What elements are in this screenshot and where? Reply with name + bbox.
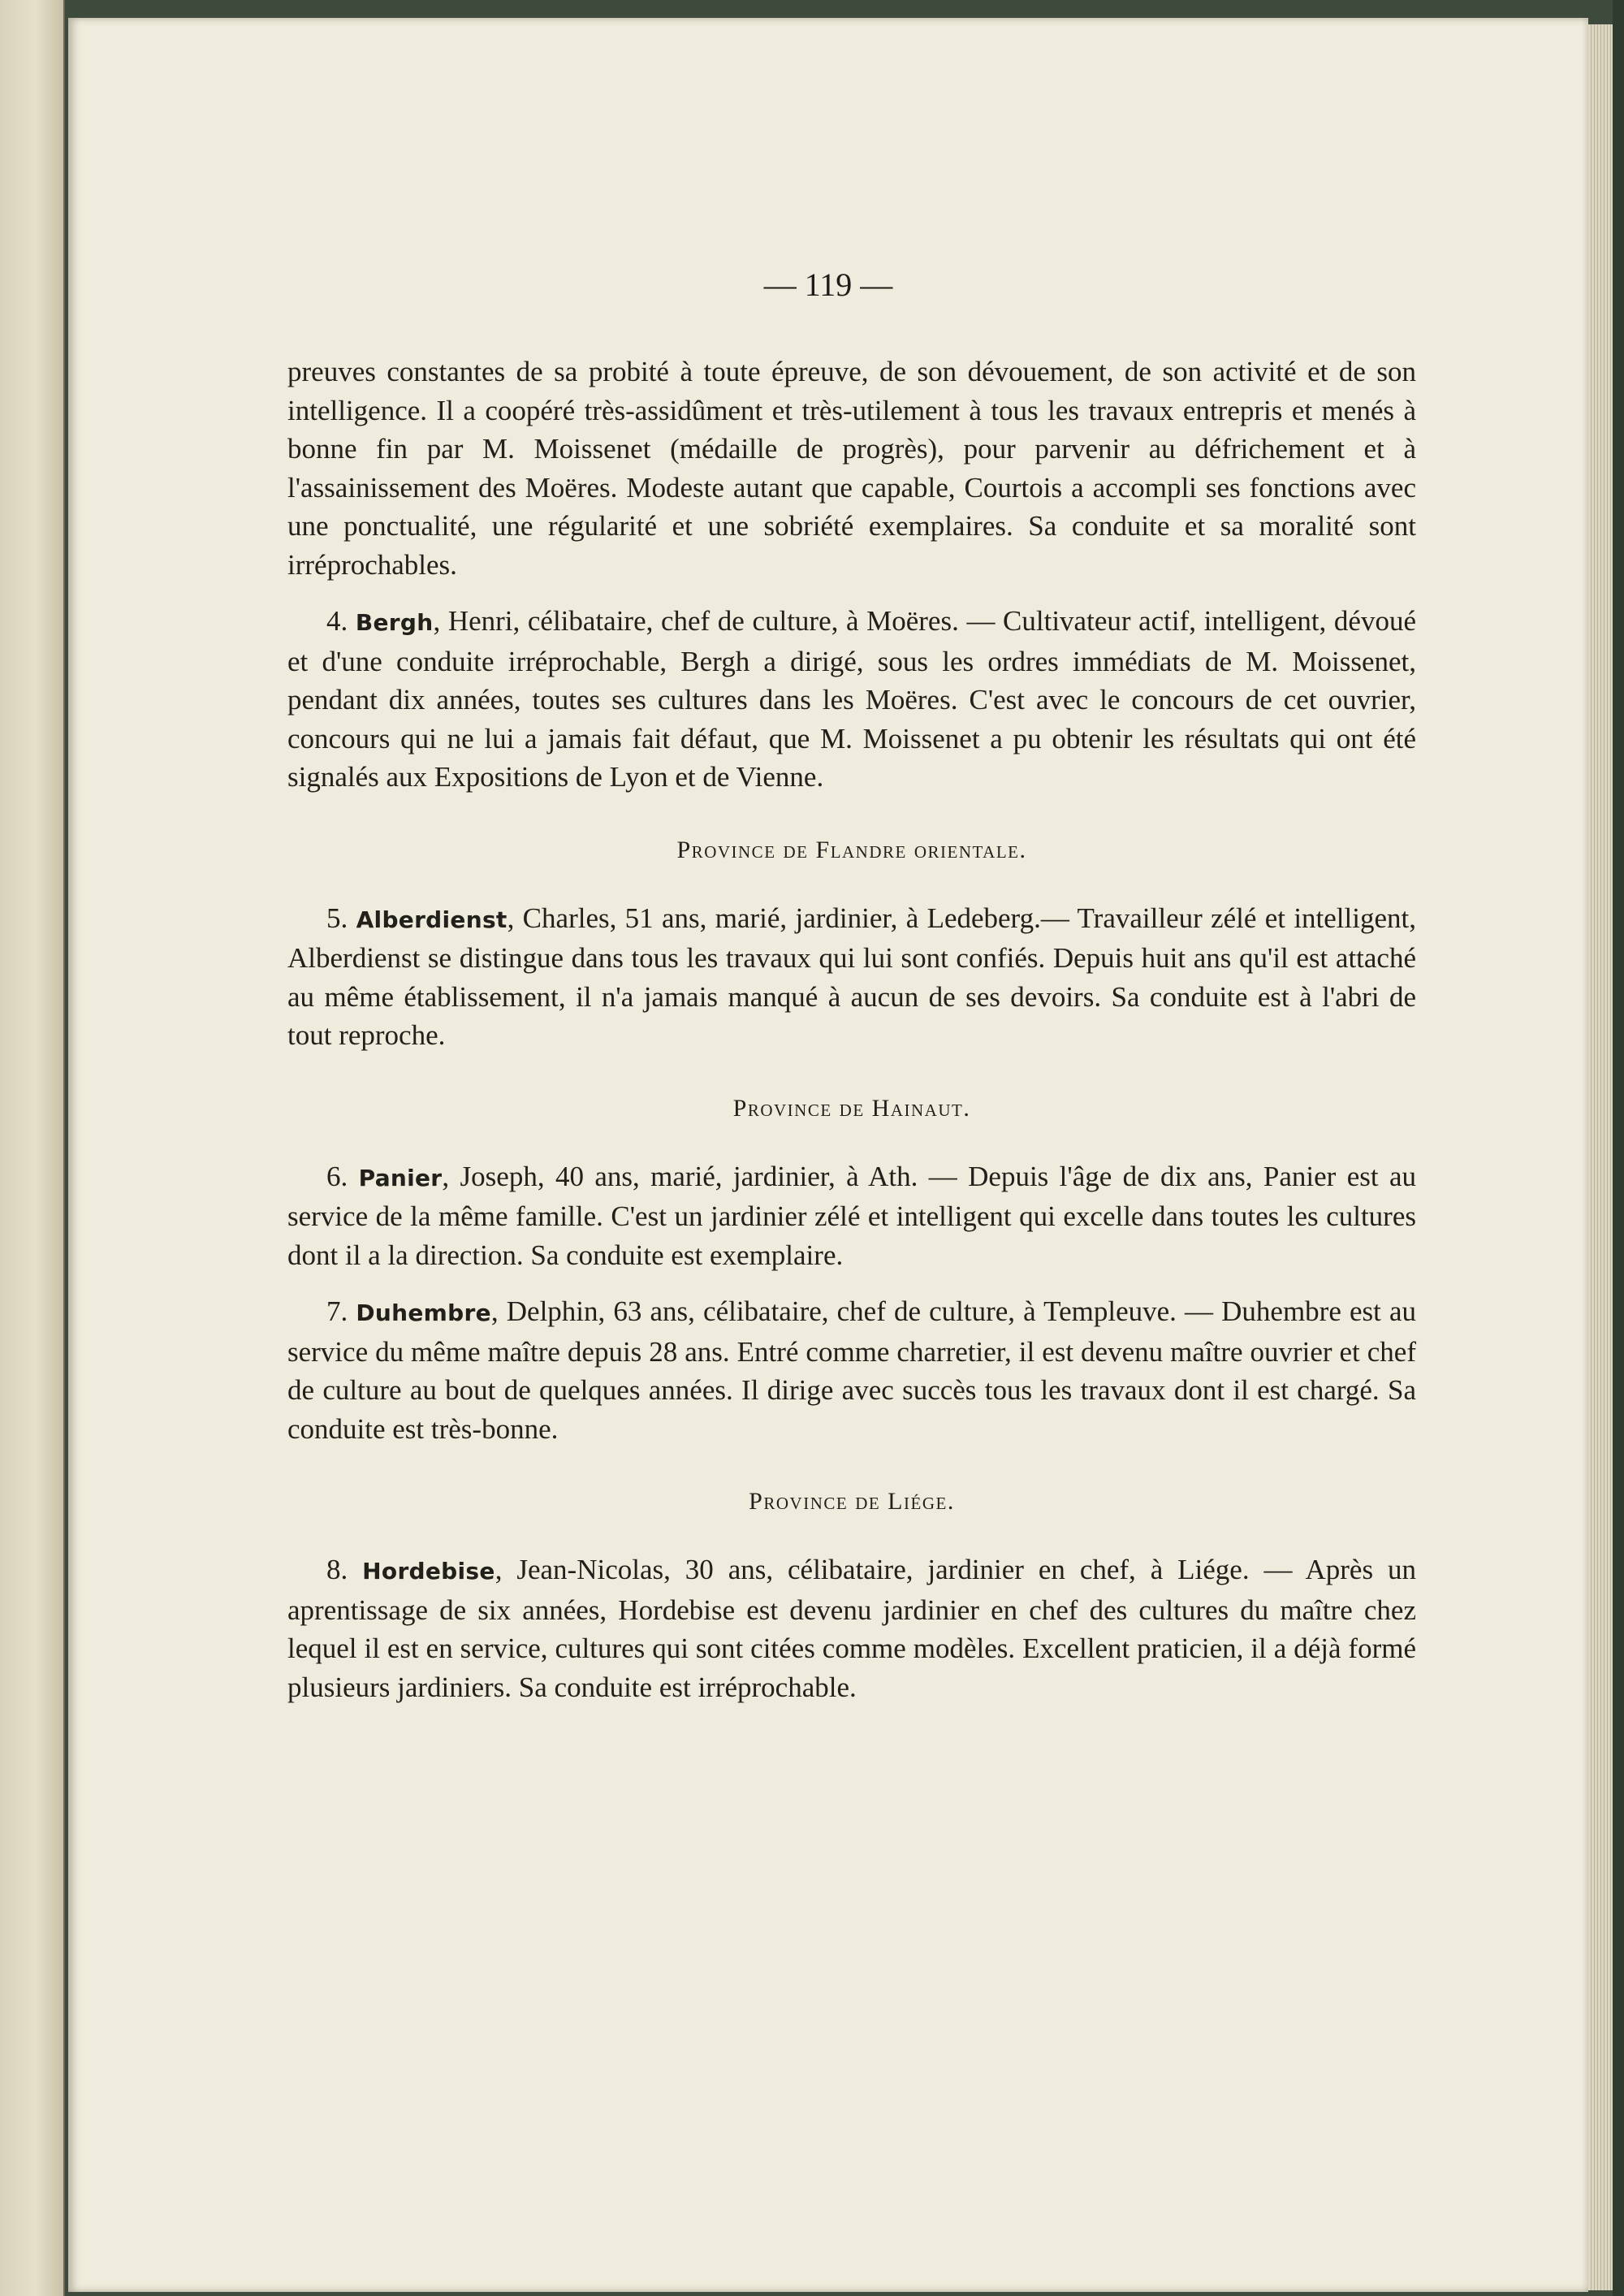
entry-text: , Joseph, 40 ans, marié, jardinier, à Ath. — Depuis l'âge de dix ans, Panier est au service de la même famille. C'est un jardinier zélé et intelligent qui excelle dans toutes les cultures dont il a la direction. Sa conduite est exemplaire. — [287, 1160, 1416, 1271]
book-page — [68, 18, 1588, 2292]
entry-text: , Henri, célibataire, chef de culture, à Moëres. — Cultivateur actif, intelligent, dévoué et d'une conduite irréprochable, Bergh a dirigé, sous les ordres immédiats de M. Moissenet, pendant dix années, toutes ses cultures dans les Moëres. C'est avec le concours de cet ouvrier, concours qui ne lui a jamais fait défaut, que M. Moissenet a pu obtenir les résultats qui ont été signalés aux Expositions de Lyon et de Vienne. — [287, 605, 1416, 793]
entry-hordebise — [287, 1550, 1416, 1706]
paragraph-continuation: preuves constantes de sa probité à toute épreuve, de son dévouement, de son activité et de son intelligence. Il a coopéré très-assidûment et très-utilement à tous les travaux entrepris et menés à bonne fin par M. Moissenet (médaille de progrès), pour parvenir au défrichement et à l'assainissement des Moëres. Modeste autant que capable, Courtois a accompli ses fonctions avec une ponctualité, une régularité et une sobriété exemplaires. Sa conduite et sa moralité sont irréprochables. — [287, 356, 1416, 581]
entry-name: Bergh — [355, 609, 434, 636]
section-heading-liege: Province de Liége. — [749, 1488, 955, 1515]
book-cover-edge — [1613, 0, 1624, 2296]
page-edge-stack — [1588, 24, 1613, 2290]
section-heading-flandre-orientale: Province de Flandre orientale. — [676, 836, 1027, 863]
page-number: — 119 — — [763, 266, 893, 303]
entry-text: , Delphin, 63 ans, célibataire, chef de culture, à Templeuve. — Duhembre est au service du même maître depuis 28 ans. Entré comme charretier, il est devenu maître ouvrier et chef de culture au bout de quelques années. Il dirige avec succès tous les travaux dont il est chargé. Sa conduite est très-bonne. — [287, 1295, 1417, 1445]
entry-alberdienst — [287, 899, 1416, 1055]
entry-name: Hordebise — [362, 1558, 495, 1585]
entry-name: Alberdienst — [356, 906, 508, 933]
entry-name: Panier — [358, 1164, 443, 1191]
entry-number: 6. — [326, 1160, 348, 1192]
entry-text: , Jean-Nicolas, 30 ans, célibataire, jardinier en chef, à Liége. — Après un aprentissage de six années, Hordebise est devenu jardinier en chef des cultures du maître chez lequel il est en service, cultures qui sont citées comme modèles. Excellent praticien, il a déjà formé plusieurs jardiniers. Sa conduite est irréprochable. — [287, 1554, 1416, 1703]
entry-number: 8. — [326, 1554, 348, 1585]
entry-duhembre — [287, 1292, 1416, 1448]
previous-page-edge — [0, 0, 65, 2296]
entry-bergh — [287, 602, 1416, 797]
entry-name: Duhembre — [356, 1299, 491, 1326]
section-heading-hainaut: Province de Hainaut. — [732, 1094, 971, 1122]
entry-text: , Charles, 51 ans, marié, jardinier, à Ledeberg.— Travailleur zélé et intelligent, Alberdienst se distingue dans tous les travaux qui lui sont confiés. Depuis huit ans qu'il est attaché au même établissement, il n'a jamais manqué à aucun de ses devoirs. Sa conduite est à l'abri de tout reproche. — [287, 902, 1416, 1051]
entry-number: 5. — [326, 902, 348, 934]
page-body — [287, 352, 1416, 1706]
entry-number: 4. — [326, 605, 348, 637]
entry-panier — [287, 1157, 1416, 1275]
entry-number: 7. — [326, 1295, 348, 1327]
